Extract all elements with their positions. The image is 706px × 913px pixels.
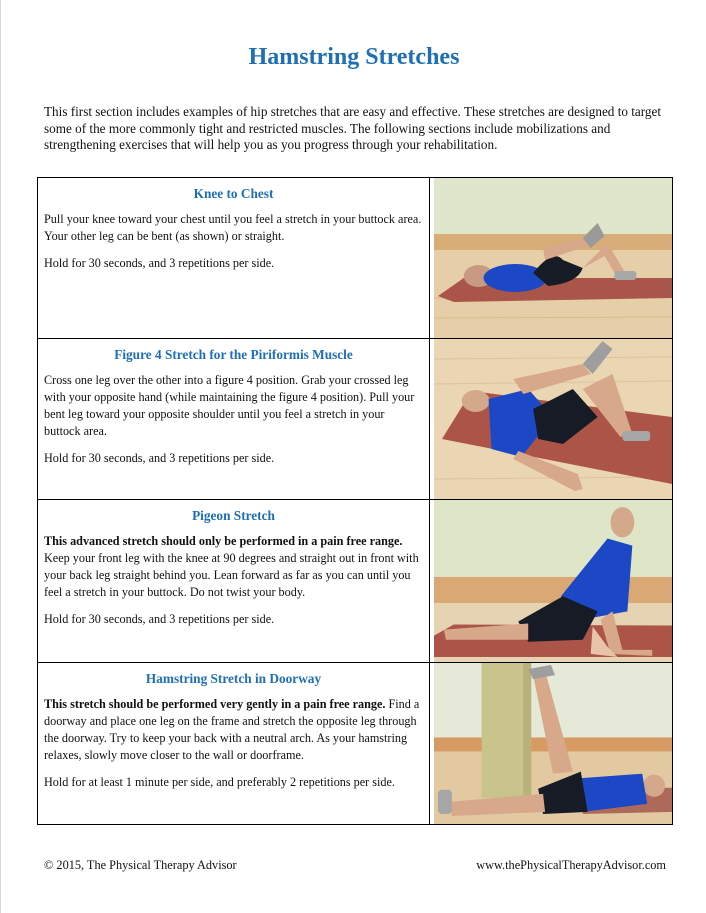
stretch-title: Knee to Chest <box>193 186 274 201</box>
page-title: Hamstring Stretches <box>248 44 460 70</box>
stretch-text-cell <box>38 500 430 662</box>
stretch-warning: This advanced stretch should only be performed in a pain free range. <box>44 534 403 548</box>
stretch-title: Pigeon Stretch <box>192 508 275 523</box>
stretch-hold-instructions: Hold for 30 seconds, and 3 repetitions per side. <box>44 612 275 626</box>
stretch-image-cell <box>433 339 672 499</box>
stretch-description <box>44 533 423 601</box>
stretch-description-text: Cross one leg over the other into a figure 4 position. Grab your crossed leg with your opposite hand (while maintaining the figure 4 position). Pull your bent leg toward your opposite shoulder until you feel a stretch in your buttock area. <box>44 373 415 438</box>
stretch-hold-instructions: Hold for 30 seconds, and 3 repetitions per side. <box>44 451 275 465</box>
stretch-image-cell <box>433 663 672 824</box>
stretch-row-knee-to-chest <box>38 178 672 338</box>
stretch-row-pigeon <box>38 499 672 662</box>
stretch-hold-instructions: Hold for 30 seconds, and 3 repetitions per side. <box>44 256 275 270</box>
stretch-description-text: Find a doorway and place one leg on the frame and stretch the opposite leg through the doorway. Try to keep your back with a neutral arch. As your hamstring relaxes, slowly move closer to the wall or doorframe. <box>44 697 420 762</box>
photo-pigeon-stretch <box>434 500 672 662</box>
stretch-image-cell <box>433 500 672 662</box>
stretch-title: Hamstring Stretch in Doorway <box>145 671 322 686</box>
stretch-description-text: Pull your knee toward your chest until you feel a stretch in your buttock area. Your other leg can be bent (as shown) or straight. <box>44 212 422 243</box>
intro-paragraph: This first section includes examples of hip stretches that are easy and effective. These stretches are designed to target some of the more commonly tight and restricted muscles. The following sections include mobilizations and strengthening exercises that will help you as you progress through your rehabilitation. <box>44 104 662 152</box>
stretch-hold-instructions: Hold for at least 1 minute per side, and preferably 2 repetitions per side. <box>44 775 395 789</box>
stretch-title: Figure 4 Stretch for the Piriformis Muscle <box>114 347 353 362</box>
photo-knee-to-chest <box>434 178 672 338</box>
stretch-image-cell <box>433 178 672 338</box>
stretch-row-doorway <box>38 662 672 824</box>
stretch-description-text: Keep your front leg with the knee at 90 degrees and straight out in front with your back leg straight behind you. Lean forward as far as you can until you feel a stretch in your buttock. Do not twist your body. <box>44 551 419 599</box>
footer-copyright: © 2015, The Physical Therapy Advisor <box>44 858 237 872</box>
stretch-description <box>44 211 423 245</box>
stretch-description <box>44 696 423 764</box>
stretch-text-cell <box>38 339 430 499</box>
stretch-text-cell <box>38 663 430 824</box>
photo-figure-4-stretch <box>434 339 672 499</box>
stretch-description <box>44 372 423 440</box>
stretch-warning: This stretch should be performed very gently in a pain free range. <box>44 697 389 711</box>
footer-website-link[interactable]: www.thePhysicalTherapyAdvisor.com <box>476 858 666 872</box>
stretch-table <box>37 177 673 825</box>
photo-doorway-hamstring-stretch <box>434 663 672 824</box>
stretch-text-cell <box>38 178 430 338</box>
stretch-row-figure-4 <box>38 338 672 499</box>
